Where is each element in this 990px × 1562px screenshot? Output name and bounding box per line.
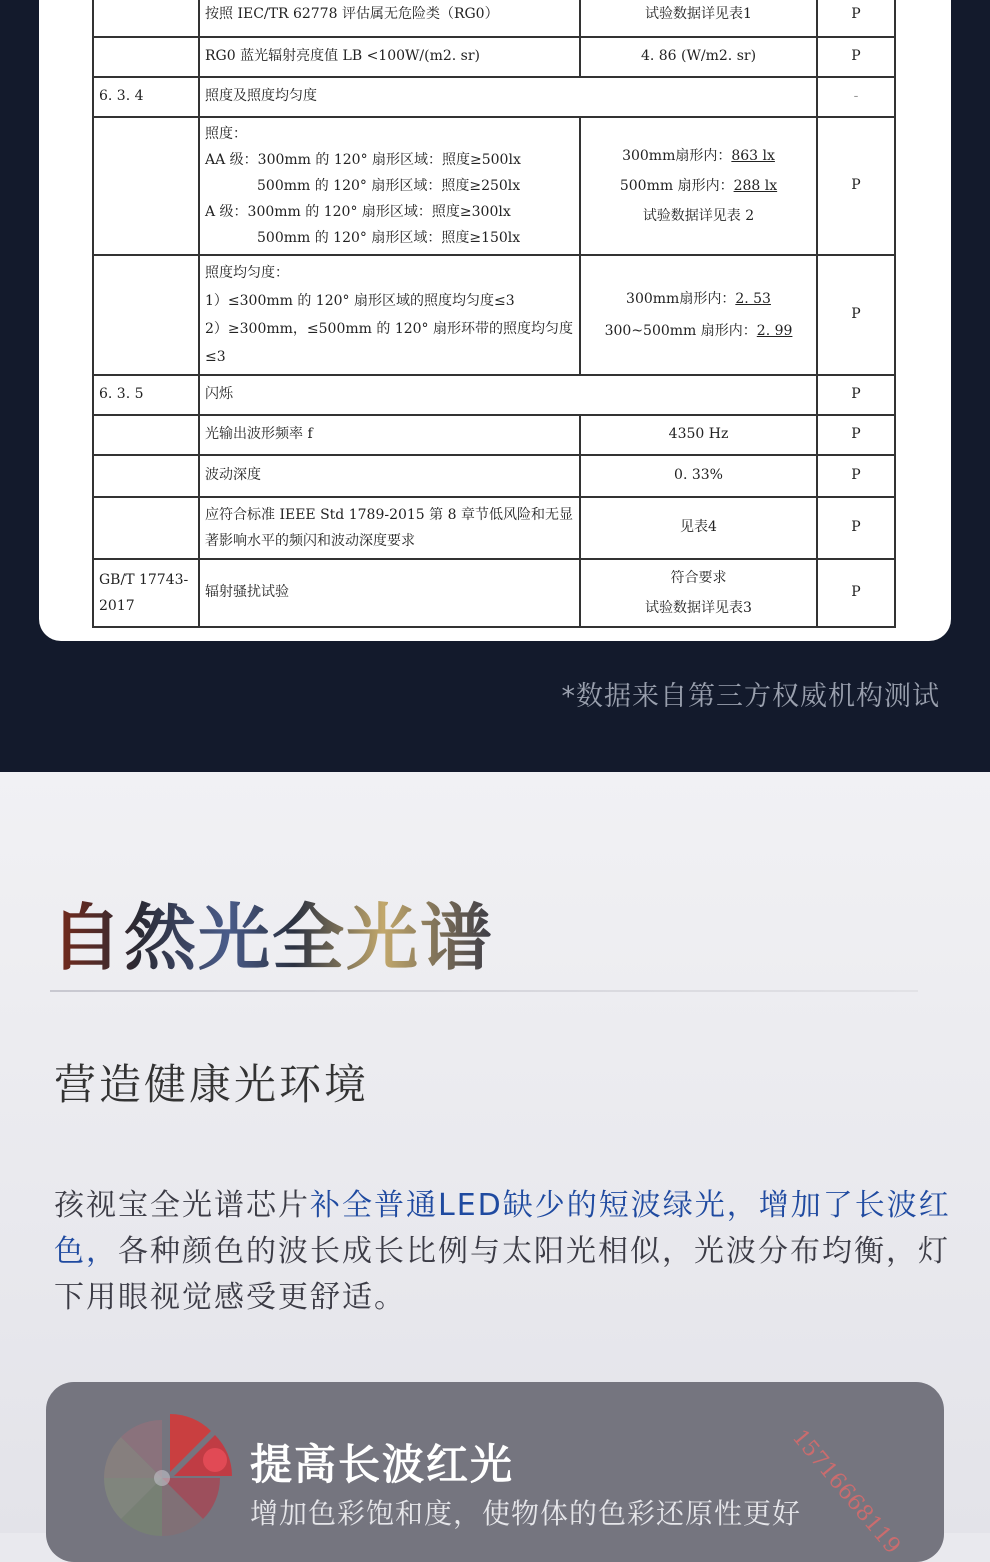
para-text: 各种颜色的波长成长比例与太阳光相似，光波分布均衡，灯下用眼视觉感受更舒适。 — [54, 1234, 950, 1315]
result-cell: 0. 33% — [580, 455, 817, 497]
item-cell: 辐射骚扰试验 — [199, 559, 580, 627]
item-line: 2）≥300mm，≤500mm 的 120° 扇形环带的照度均匀度≤3 — [205, 321, 573, 365]
test-report-table — [92, 0, 896, 628]
item-cell — [199, 117, 580, 255]
result-cell — [580, 117, 817, 255]
result-label: 试验数据详见表 2 — [642, 208, 755, 224]
phone-watermark: 15716668119 — [786, 1425, 905, 1560]
result-value: 2. 99 — [756, 323, 793, 339]
result-label: 300mm扇形内： — [622, 148, 732, 164]
section-subtitle: 营造健康光环境 — [54, 1060, 370, 1109]
clause-cell: GB/T 17743-2017 — [93, 559, 199, 627]
section-title: 自然光全光谱 — [50, 880, 494, 984]
result-cell — [580, 559, 817, 627]
result-line: 符合要求 — [670, 570, 727, 586]
item-line: A 级：300mm 的 120° 扇形区域：照度≥300lx — [205, 204, 511, 220]
result-cell: 见表4 — [580, 497, 817, 559]
item-line: 500mm 的 120° 扇形区域：照度≥250lx — [257, 178, 521, 194]
clause-cell — [93, 255, 199, 375]
table-row — [93, 497, 895, 559]
result-line: 试验数据详见表3 — [645, 600, 752, 616]
source-note: *数据来自第三方权威机构测试 — [561, 681, 940, 712]
para-highlight: 补全普通LED缺少的短波绿光，增加了长波红色， — [54, 1188, 951, 1269]
item-cell: 照度及照度均匀度 — [199, 77, 817, 117]
result-value: 863 lx — [731, 148, 775, 164]
feature-title: 提高长波红光 — [250, 1440, 515, 1489]
item-line: 500mm 的 120° 扇形区域：照度≥150lx — [257, 230, 521, 246]
result-cell: 4350 Hz — [580, 415, 817, 455]
item-cell: 按照 IEC/TR 62778 评估属无危险类（RG0） — [199, 0, 580, 37]
clause-cell — [93, 455, 199, 497]
verdict-cell: P — [817, 497, 895, 559]
result-cell — [580, 255, 817, 375]
result-value: 288 lx — [733, 178, 778, 194]
table-row — [93, 255, 895, 375]
report-section — [0, 0, 990, 772]
item-line: 照度均匀度： — [205, 265, 289, 281]
divider — [50, 990, 918, 992]
clause-cell: 6. 3. 4 — [93, 77, 199, 117]
result-label: 500mm 扇形内： — [619, 178, 734, 194]
result-cell: 4. 86 (W/m2. sr) — [580, 37, 817, 77]
table-row — [93, 37, 895, 77]
verdict-cell: P — [817, 0, 895, 37]
clause-cell — [93, 0, 199, 37]
item-cell: 应符合标准 IEEE Std 1789-2015 第 8 章节低风险和无显著影响水平的频闪和波动深度要求 — [199, 497, 580, 559]
result-value: 2. 53 — [735, 291, 771, 307]
item-cell — [199, 255, 580, 375]
verdict-cell: P — [817, 415, 895, 455]
table-row — [93, 559, 895, 627]
clause-cell: 6. 3. 5 — [93, 375, 199, 415]
table-row — [93, 117, 895, 255]
table-row — [93, 0, 895, 37]
item-line: AA 级：300mm 的 120° 扇形区域：照度≥500lx — [205, 152, 521, 168]
clause-cell — [93, 415, 199, 455]
result-label: 300~500mm 扇形内： — [604, 323, 757, 339]
red-dot-icon — [203, 1448, 227, 1472]
result-label: 300mm扇形内： — [626, 291, 736, 307]
item-cell: RG0 蓝光辐射亮度值 LB <100W/(m2. sr) — [199, 37, 580, 77]
feature-subtitle: 增加色彩饱和度，使物体的色彩还原性更好 — [250, 1497, 802, 1530]
color-wheel-icon — [92, 1408, 232, 1548]
clause-cell — [93, 37, 199, 77]
item-cell: 光输出波形频率 f — [199, 415, 580, 455]
verdict-cell: P — [817, 37, 895, 77]
table-row — [93, 375, 895, 415]
section-paragraph — [54, 1183, 954, 1321]
clause-cell — [93, 117, 199, 255]
table-row — [93, 415, 895, 455]
verdict-cell: P — [817, 375, 895, 415]
verdict-cell: P — [817, 255, 895, 375]
item-line: 1）≤300mm 的 120° 扇形区域的照度均匀度≤3 — [205, 293, 515, 309]
item-cell: 波动深度 — [199, 455, 580, 497]
item-cell: 闪烁 — [199, 375, 817, 415]
clause-cell — [93, 497, 199, 559]
item-line: 照度： — [205, 126, 247, 142]
verdict-cell: P — [817, 455, 895, 497]
verdict-cell: - — [817, 77, 895, 117]
para-text: 孩视宝全光谱芯片 — [54, 1188, 310, 1223]
result-cell: 试验数据详见表1 — [580, 0, 817, 37]
table-row — [93, 77, 895, 117]
verdict-cell: P — [817, 559, 895, 627]
feature-card — [46, 1382, 944, 1562]
table-row — [93, 455, 895, 497]
verdict-cell: P — [817, 117, 895, 255]
